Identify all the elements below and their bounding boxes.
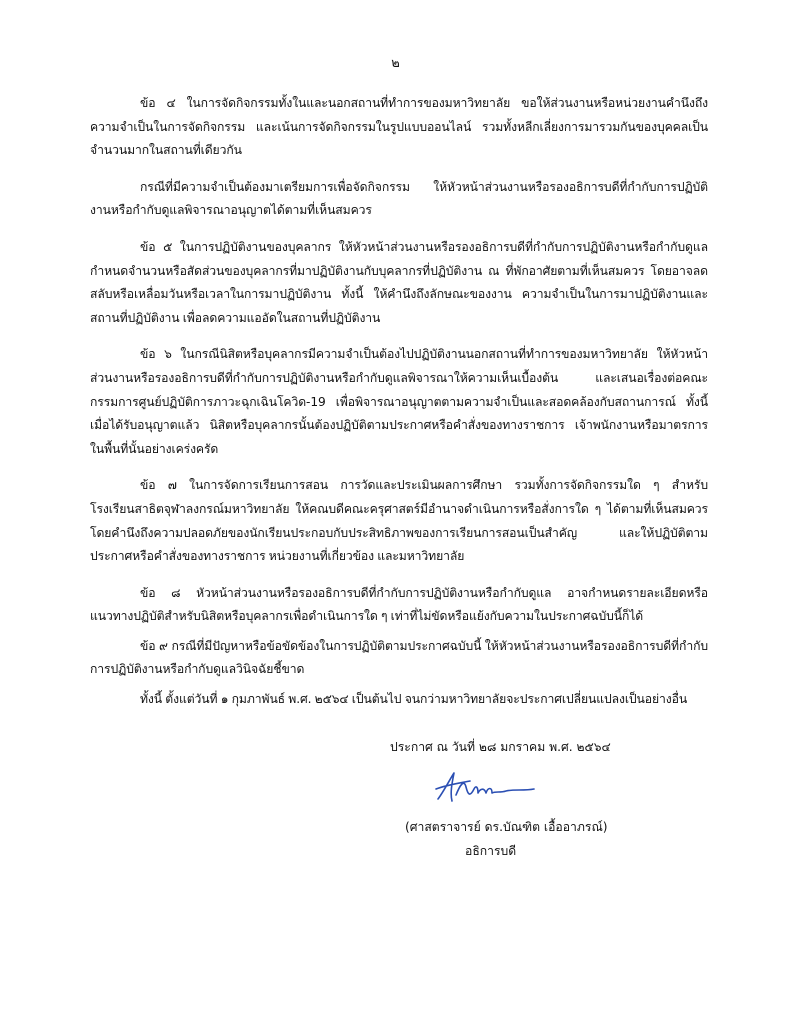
clause-7-paragraph: ข้อ ๗ ในการจัดการเรียนการสอน การวัดและประเมินผลการศึกษา รวมทั้งการจัดกิจกรรมใด ๆ สำหรับโรงเรียนสาธิตจุฬาลงกรณ์มหาวิทยาลัย ให้คณบดีคณะครุศาสตร์มีอำนาจดำเนินการหรือสั่งการใด ๆ ได้ตามที่เห็นสมควร โดยคำนึงถึงความปลอดภัยของนักเรียนประกอบกับประสิทธิภาพของการเรียนการสอนเป็นสำคัญ และให้ปฏิบัติตามประกาศหรือคำสั่งของทางราชการ หน่วยงานที่เกี่ยวข้อง และมหาวิทยาลัย xyxy=(90,478,708,564)
page-number: ๒ xyxy=(391,56,400,71)
signer-title: อธิการบดี xyxy=(465,844,517,858)
clause-6-paragraph: ข้อ ๖ ในกรณีนิสิตหรือบุคลากรมีความจำเป็นต้องไปปฏิบัติงานนอกสถานที่ทำการของมหาวิทยาลัย ให้หัวหน้าส่วนงานหรือรองอธิการบดีที่กำกับการปฏิบัติงานหรือกำกับดูแลพิจารณาให้ความเห็นเบื้องต้น และเสนอเรื่องต่อคณะกรรมการศูนย์ปฏิบัติการภาวะฉุกเฉินโควิด-19 เพื่อพิจารณาอนุญาตตามความจำเป็นและสอดคล้องกับสถานการณ์ ทั้งนี้ เมื่อได้รับอนุญาตแล้ว นิสิตหรือบุคลากรนั้นต้องปฏิบัติตามประกาศหรือคำสั่งของทางราชการ เจ้าพนักงานหรือมาตรการในพื้นที่นั้นอย่างเคร่งครัด xyxy=(90,347,708,456)
clause-9-paragraph: ข้อ ๙ กรณีที่มีปัญหาหรือข้อขัดข้องในการปฏิบัติตามประกาศฉบับนี้ ให้หัวหน้าส่วนงานหรือรองอธิการบดีที่กำกับการปฏิบัติงานหรือกำกับดูแลวินิจฉัยชี้ขาด xyxy=(90,638,708,677)
effective-date-paragraph: ทั้งนี้ ตั้งแต่วันที่ ๑ กุมภาพันธ์ พ.ศ. ๒๕๖๔ เป็นต้นไป จนกว่ามหาวิทยาลัยจะประกาศเปลี่ยนแปลงเป็นอย่างอื่น xyxy=(140,692,688,707)
clause-8-paragraph: ข้อ ๘ หัวหน้าส่วนงานหรือรองอธิการบดีที่กำกับการปฏิบัติงานหรือกำกับดูแล อาจกำหนดรายละเอียดหรือแนวทางปฏิบัติสำหรับนิสิตหรือบุคลากรเพื่อดำเนินการใด ๆ เท่าที่ไม่ขัดหรือแย้งกับความในประกาศฉบับนี้ก็ได้ xyxy=(90,585,708,624)
document-body xyxy=(90,92,708,725)
clause-5-paragraph: ข้อ ๕ ในการปฏิบัติงานของบุคลากร ให้หัวหน้าส่วนงานหรือรองอธิการบดีที่กำกับการปฏิบัติงานหรือกำกับดูแลกำหนดจำนวนหรือสัดส่วนของบุคลากรที่มาปฏิบัติงานกับบุคลากรที่ปฏิบัติงาน ณ ที่พักอาศัยตามที่เห็นสมควร โดยอาจลด สลับหรือเหลื่อมวันหรือเวลาในการมาปฏิบัติงาน ทั้งนี้ ให้คำนึงถึงลักษณะของงาน ความจำเป็นในการมาปฏิบัติงานและสถานที่ปฏิบัติงาน เพื่อลดความแออัดในสถานที่ปฏิบัติงาน xyxy=(90,239,708,325)
handwritten-signature-icon xyxy=(430,765,540,813)
proclaimed-date: ประกาศ ณ วันที่ ๒๘ มกราคม พ.ศ. ๒๕๖๔ xyxy=(390,740,611,754)
signoff-block xyxy=(390,737,730,858)
clause-4-exception-paragraph: กรณีที่มีความจำเป็นต้องมาเตรียมการเพื่อจัดกิจกรรม ให้หัวหน้าส่วนงานหรือรองอธิการบดีที่กำกับการปฏิบัติงานหรือกำกับดูแลพิจารณาอนุญาตได้ตามที่เห็นสมควร xyxy=(90,179,708,218)
signer-name: (ศาสตราจารย์ ดร.บัณฑิต เอื้ออาภรณ์) xyxy=(405,820,608,834)
clause-4-paragraph: ข้อ ๔ ในการจัดกิจกรรมทั้งในและนอกสถานที่ทำการของมหาวิทยาลัย ขอให้ส่วนงานหรือหน่วยงานคำนึงถึงความจำเป็นในการจัดกิจกรรม และเน้นการจัดกิจกรรมในรูปแบบออนไลน์ รวมทั้งหลีกเลี่ยงการมารวมกันของบุคคลเป็นจำนวนมากในสถานที่เดียวกัน xyxy=(90,96,708,158)
